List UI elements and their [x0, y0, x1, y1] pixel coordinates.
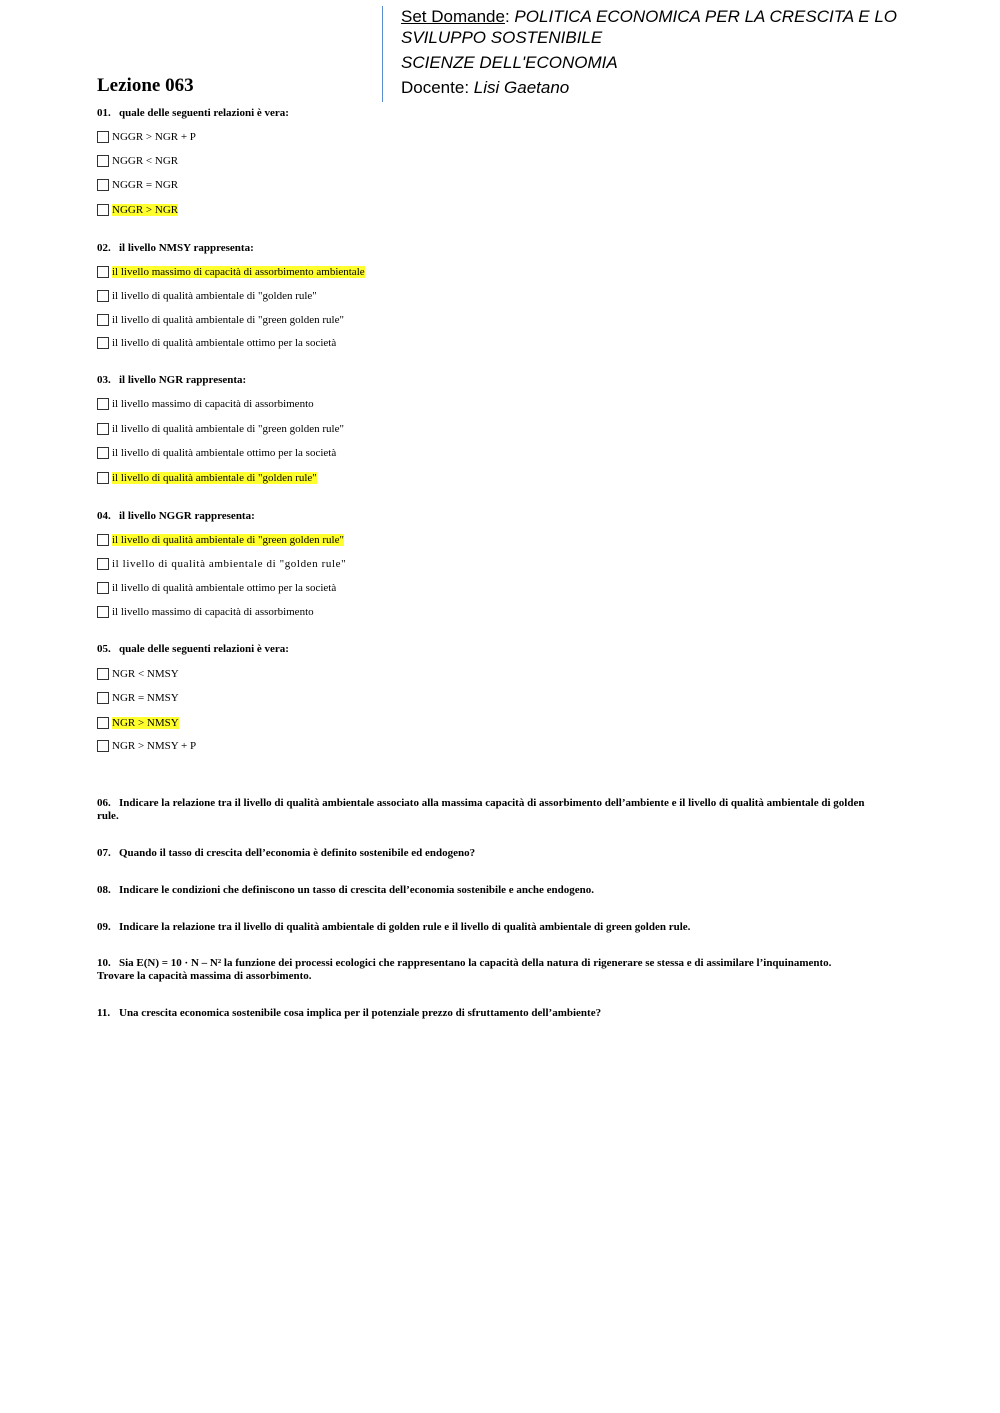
- option-3-1[interactable]: [97, 396, 314, 412]
- option-1-1[interactable]: [97, 129, 196, 145]
- checkbox[interactable]: [97, 558, 109, 570]
- question-02: [97, 242, 254, 255]
- set-title: POLITICA ECONOMICA PER LA CRESCITA E LO SVILUPPO SOSTENIBILE: [401, 7, 897, 47]
- option-5-4[interactable]: [97, 738, 196, 754]
- question-01: [97, 107, 289, 120]
- question-number: 04.: [97, 510, 111, 522]
- open-question-07: [97, 847, 867, 860]
- question-number: 08.: [97, 884, 111, 896]
- set-label: Set Domande: [401, 7, 505, 26]
- checkbox[interactable]: [97, 155, 109, 167]
- option-text: NGR = NMSY: [112, 692, 179, 704]
- checkbox[interactable]: [97, 534, 109, 546]
- question-number: 03.: [97, 374, 111, 386]
- question-text: Una crescita economica sostenibile cosa implica per il potenziale prezzo di sfruttamento dell’ambiente?: [119, 1007, 602, 1019]
- question-03: [97, 374, 246, 387]
- checkbox[interactable]: [97, 423, 109, 435]
- docente-label: Docente:: [401, 78, 470, 97]
- option-4-3[interactable]: [97, 580, 336, 596]
- option-text: il livello di qualità ambientale di "green golden rule": [112, 423, 344, 435]
- set-colon: :: [504, 7, 510, 26]
- question-text: il livello NGGR rappresenta:: [119, 510, 255, 522]
- question-text: il livello NMSY rappresenta:: [119, 242, 254, 254]
- document-header: [401, 6, 961, 98]
- checkbox[interactable]: [97, 582, 109, 594]
- option-text-highlighted: il livello massimo di capacità di assorbimento ambientale: [112, 266, 365, 278]
- checkbox[interactable]: [97, 472, 109, 484]
- option-text: il livello di qualità ambientale ottimo per la società: [112, 582, 337, 594]
- open-question-10: [97, 957, 867, 983]
- option-text: NGR < NMSY: [112, 668, 179, 680]
- option-2-2[interactable]: [97, 288, 317, 304]
- option-2-3[interactable]: [97, 312, 344, 328]
- open-question-08: [97, 884, 867, 897]
- docente-name: Lisi Gaetano: [473, 78, 570, 97]
- option-text: NGGR < NGR: [112, 155, 179, 167]
- option-text: il livello massimo di capacità di assorbimento: [112, 398, 314, 410]
- option-text: il livello di qualità ambientale di "green golden rule": [112, 314, 344, 326]
- question-text: Sia E(N) = 10 · N – N² la funzione dei processi ecologici che rappresentano la capacità della natura di rigenerare se stessa e di assimilare l’inquinamento. Trovare la capacità massima di assorbimento.: [97, 957, 832, 982]
- question-number: 02.: [97, 242, 111, 254]
- checkbox[interactable]: [97, 337, 109, 349]
- question-text: Indicare la relazione tra il livello di qualità ambientale di golden rule e il livello di qualità ambientale di green golden rule.: [119, 921, 691, 933]
- option-text-highlighted: NGGR > NGR: [112, 204, 179, 216]
- question-text: Indicare la relazione tra il livello di qualità ambientale associato alla massima capacità di assorbimento dell’ambiente e il livello di qualità ambientale di golden rule.: [97, 797, 865, 822]
- checkbox[interactable]: [97, 290, 109, 302]
- checkbox[interactable]: [97, 447, 109, 459]
- option-text: il livello di qualità ambientale di "golden rule": [112, 290, 317, 302]
- option-2-1[interactable]: [97, 264, 365, 280]
- checkbox[interactable]: [97, 179, 109, 191]
- option-text-highlighted: NGR > NMSY: [112, 717, 179, 729]
- checkbox[interactable]: [97, 717, 109, 729]
- option-1-2[interactable]: [97, 153, 178, 169]
- question-05: [97, 643, 289, 656]
- option-text: il livello di qualità ambientale ottimo per la società: [112, 447, 337, 459]
- header-divider: [382, 6, 383, 102]
- checkbox[interactable]: [97, 398, 109, 410]
- option-text: NGGR > NGR + P: [112, 131, 196, 143]
- option-3-4[interactable]: [97, 470, 317, 486]
- open-question-11: [97, 1007, 867, 1020]
- checkbox[interactable]: [97, 204, 109, 216]
- option-5-1[interactable]: [97, 666, 179, 682]
- option-text: NGGR = NGR: [112, 179, 179, 191]
- option-3-3[interactable]: [97, 445, 336, 461]
- open-question-06: [97, 797, 867, 823]
- option-4-2[interactable]: [97, 556, 346, 572]
- checkbox[interactable]: [97, 692, 109, 704]
- question-number: 07.: [97, 847, 111, 859]
- option-5-2[interactable]: [97, 690, 179, 706]
- set-title-row: [401, 6, 961, 48]
- question-text: Indicare le condizioni che definiscono un tasso di crescita dell’economia sostenibile e anche endogeno.: [119, 884, 595, 896]
- option-4-4[interactable]: [97, 604, 314, 620]
- checkbox[interactable]: [97, 314, 109, 326]
- option-text: NGR > NMSY + P: [112, 740, 197, 752]
- option-text-highlighted: il livello di qualità ambientale di "golden rule": [112, 472, 317, 484]
- question-text: Quando il tasso di crescita dell’economia è definito sostenibile ed endogeno?: [119, 847, 476, 859]
- checkbox[interactable]: [97, 668, 109, 680]
- question-text: quale delle seguenti relazioni è vera:: [119, 107, 289, 119]
- lesson-title: Lezione 063: [97, 75, 194, 96]
- question-number: 05.: [97, 643, 111, 655]
- checkbox[interactable]: [97, 266, 109, 278]
- question-04: [97, 510, 255, 523]
- question-number: 06.: [97, 797, 111, 809]
- option-4-1[interactable]: [97, 532, 344, 548]
- option-text: il livello di qualità ambientale di "golden rule": [112, 558, 347, 570]
- option-5-3[interactable]: [97, 715, 179, 731]
- option-text: il livello massimo di capacità di assorbimento: [112, 606, 314, 618]
- checkbox[interactable]: [97, 740, 109, 752]
- faculty-row: [401, 52, 961, 73]
- option-1-4[interactable]: [97, 202, 178, 218]
- option-3-2[interactable]: [97, 421, 344, 437]
- checkbox[interactable]: [97, 131, 109, 143]
- checkbox[interactable]: [97, 606, 109, 618]
- question-text: quale delle seguenti relazioni è vera:: [119, 643, 289, 655]
- question-number: 10.: [97, 957, 111, 969]
- open-question-09: [97, 921, 867, 934]
- question-number: 09.: [97, 921, 111, 933]
- faculty: SCIENZE DELL'ECONOMIA: [401, 53, 618, 72]
- option-text: il livello di qualità ambientale ottimo per la società: [112, 337, 337, 349]
- docente-row: [401, 77, 961, 98]
- question-text: il livello NGR rappresenta:: [119, 374, 247, 386]
- option-text-highlighted: il livello di qualità ambientale di "green golden rule": [112, 534, 344, 546]
- option-1-3[interactable]: [97, 177, 178, 193]
- question-number: 11.: [97, 1007, 111, 1019]
- question-number: 01.: [97, 107, 111, 119]
- option-2-4[interactable]: [97, 335, 336, 351]
